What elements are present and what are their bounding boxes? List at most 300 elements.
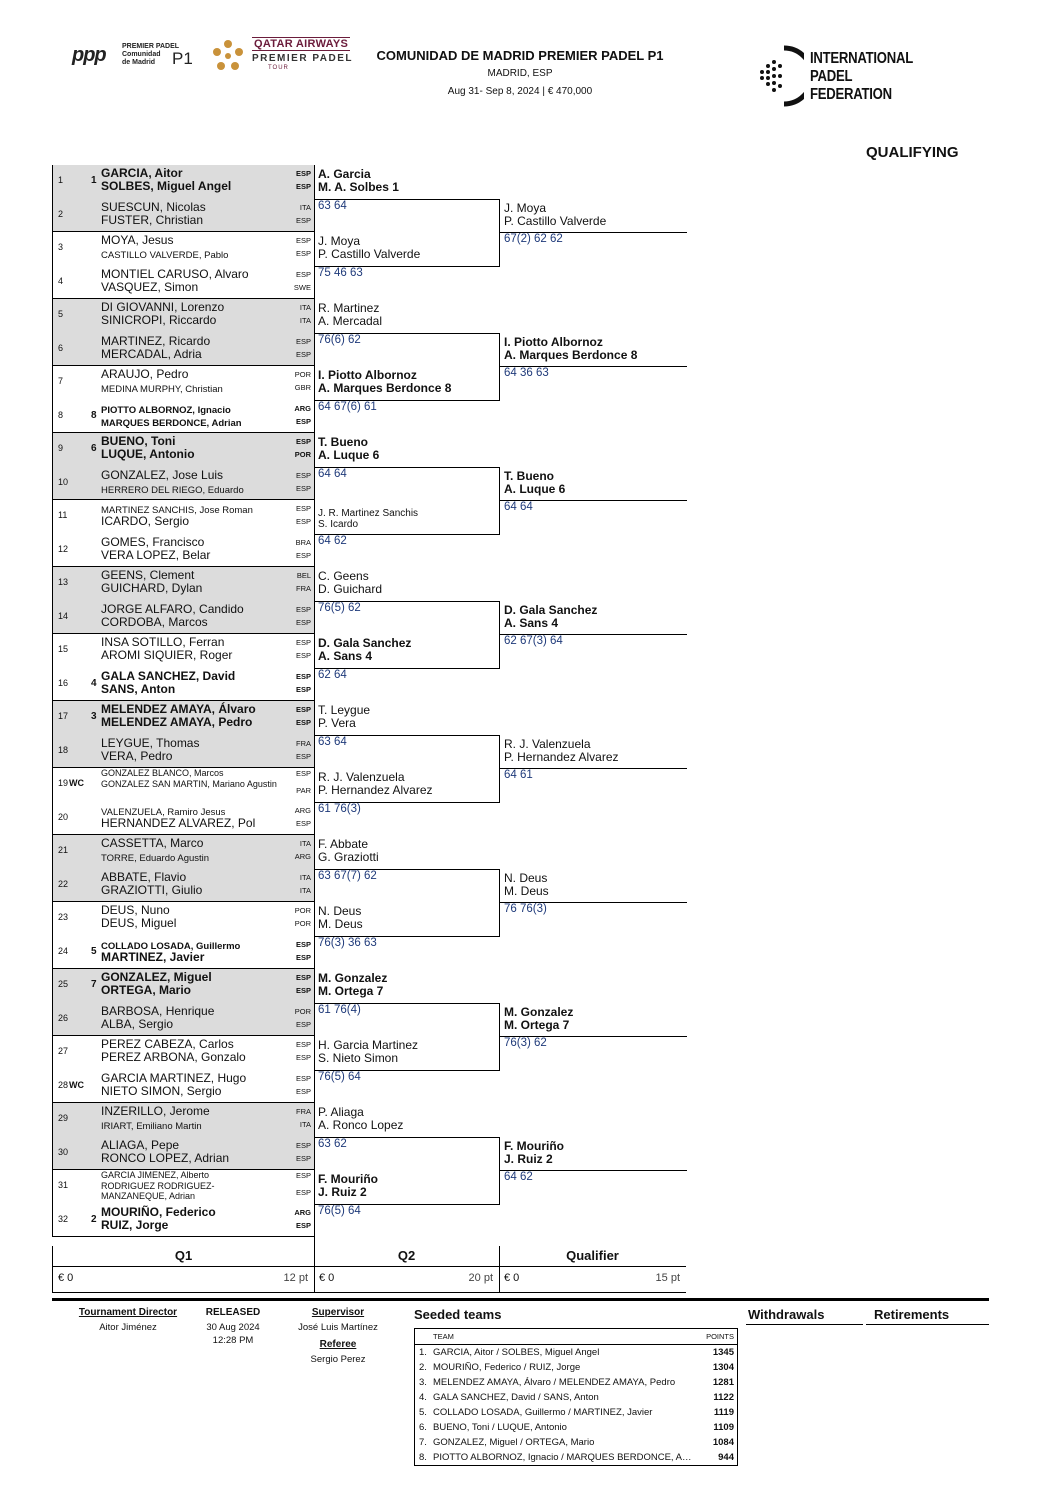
round1-winner-2: A. Luque 6 (318, 448, 380, 462)
entry-row (53, 936, 314, 970)
totals-divider (499, 1246, 500, 1292)
player-2-nation: ESP (295, 483, 311, 493)
round-label-1: Q2 (397, 1248, 416, 1263)
player-2-nation: ESP (295, 1188, 311, 1197)
entry-position: 6 (58, 342, 64, 353)
player-2-name: ORTEGA, Mario (101, 983, 192, 997)
player-1-nation: FRA (296, 1107, 311, 1116)
seeded-team-row (415, 1450, 737, 1465)
entry-position: 27 (58, 1046, 69, 1056)
player-1-name: ARAUJO, Pedro (101, 367, 189, 381)
player-2-name: TORRE, Eduardo Agustin (101, 853, 210, 864)
seed-number: 2 (91, 1213, 97, 1225)
entry-row (53, 735, 314, 769)
entry-position: 13 (58, 577, 69, 587)
round1-score: 63 62 (318, 1137, 347, 1150)
seeded-teams-table (414, 1328, 738, 1466)
entry-position: 1 (58, 175, 64, 185)
round1-winner-1: T. Leygue (318, 703, 371, 717)
seed-number: 5 (91, 945, 97, 957)
player-1-name: COLLADO LOSADA, Guillermo (101, 940, 241, 952)
round1-winner-2: S. Nieto Simon (318, 1051, 399, 1065)
round2-winner-1: D. Gala Sanchez (504, 602, 598, 617)
entry-position: 30 (58, 1146, 69, 1157)
entry-row (53, 768, 314, 802)
round1-score: 76(5) 64 (318, 1204, 361, 1217)
player-2-nation: ARG (294, 852, 311, 861)
seeded-team-points: 1281 (712, 1377, 734, 1388)
round1-score: 64 62 (318, 534, 347, 547)
player-2-nation: ESP (295, 517, 311, 526)
entry-row (53, 634, 314, 668)
entry-position: 16 (58, 677, 69, 688)
round-points-2: 15 pt (655, 1272, 680, 1284)
player-1-nation: FRA (296, 738, 311, 748)
round1-score: 75 46 63 (318, 266, 363, 279)
player-2-nation: ESP (295, 1086, 311, 1096)
player-2-name: HERRERO DEL RIEGO, Eduardo (101, 484, 244, 496)
director-name: Aitor Jiménez (99, 1322, 157, 1333)
entry-position: 9 (58, 443, 64, 453)
retirements-title: Retirements (874, 1307, 950, 1322)
entry-row (53, 400, 314, 434)
entry-position: 8 (58, 409, 64, 420)
player-2-name: SINICROPI, Riccardo (101, 313, 217, 327)
seeded-team-name: COLLADO LOSADA, Guillermo / MARTINEZ, Javier (433, 1407, 653, 1418)
seed-rank: 5. (419, 1407, 427, 1418)
seed-rank: 3. (419, 1377, 427, 1388)
round1-score: 76(5) 64 (318, 1070, 361, 1083)
seed-rank: 7. (419, 1437, 427, 1448)
totals-bottom-line (52, 1292, 686, 1293)
player-1-name: MONTIEL CARUSO, Alvaro (101, 266, 249, 281)
round2-winner-2: P. Castillo Valverde (504, 213, 607, 228)
entries-left-border (52, 165, 53, 1237)
player-2-name: RUIZ, Jorge (101, 1217, 169, 1232)
player-2-nation: ESP (295, 651, 311, 660)
round1-winner-2: A. Marques Berdonce 8 (318, 381, 452, 395)
supervisor-name: José Luis Martínez (298, 1322, 378, 1333)
player-1-name: GONZALEZ, Miguel (101, 970, 212, 984)
round1-winner-2: M. Deus (318, 917, 363, 931)
player-1-name: MELENDEZ AMAYA, Álvaro (101, 702, 256, 716)
player-2-nation: ITA (299, 885, 311, 895)
player-2-nation: ESP (295, 617, 311, 627)
seed-rank: 1. (419, 1347, 427, 1358)
player-1-name: MARTINEZ, Ricardo (101, 333, 211, 348)
round2-winner-1: F. Mouriño (504, 1138, 564, 1153)
round2-winner-2: A. Luque 6 (504, 481, 566, 496)
round2-score: 64 64 (504, 501, 533, 513)
round1-score: 62 64 (318, 668, 347, 681)
player-2-name: GONZALEZ SAN MARTIN, Mariano Agustin (101, 779, 277, 789)
entry-row (53, 1003, 314, 1037)
tournament-title: COMUNIDAD DE MADRID PREMIER PADEL P1 (376, 48, 664, 63)
seed-rank: 6. (419, 1422, 427, 1433)
seeded-team-points: 1119 (713, 1407, 734, 1418)
entry-position: 12 (58, 543, 69, 554)
round-prize-0: € 0 (58, 1272, 74, 1284)
player-1-name: SUESCUN, Nicolas (101, 199, 206, 214)
round2-winner-1: I. Piotto Albornoz (504, 334, 603, 349)
player-2-name: CASTILLO VALVERDE, Pablo (101, 250, 229, 261)
player-1-nation: ARG (294, 1207, 311, 1217)
round1-score: 63 67(7) 62 (318, 869, 377, 882)
round1-winner-2: D. Guichard (318, 582, 383, 596)
player-2-name: VERA, Pedro (101, 748, 173, 763)
round2-winner-2: P. Hernandez Alvarez (504, 749, 619, 764)
round1-winner-1: F. Mouriño (318, 1172, 378, 1186)
player-1-name: PIOTTO ALBORNOZ, Ignacio (101, 404, 231, 416)
player-2-name: SANS, Anton (101, 681, 176, 696)
round1-winner-1: R. J. Valenzuela (318, 770, 405, 784)
round1-score: 63 64 (318, 199, 347, 212)
entry-row (53, 567, 314, 601)
seed-number: 3 (91, 711, 97, 722)
tournament-dates: Aug 31- Sep 8, 2024 | € 470,000 (447, 86, 593, 97)
round1-winner-2: S. Icardo (318, 519, 359, 530)
player-2-name: DEUS, Miguel (101, 916, 177, 930)
round1-winner-1: H. Garcia Martinez (318, 1038, 419, 1052)
round1-winner-1: R. Martinez (318, 301, 380, 315)
entry-row (53, 165, 314, 199)
round-label-2: Qualifier (566, 1248, 619, 1263)
seeded-teams-title: Seeded teams (414, 1307, 502, 1322)
player-1-nation: ITA (299, 839, 311, 848)
round1-winner-2: A. Ronco Lopez (318, 1118, 404, 1132)
tournament-place: MADRID, ESP (487, 68, 553, 79)
entry-row (53, 869, 314, 903)
player-1-name: MOURIÑO, Federico (101, 1204, 216, 1219)
entry-position: 4 (58, 275, 64, 286)
entry-position: 11 (58, 510, 68, 520)
seed-rank: 2. (419, 1362, 427, 1373)
released-time: 12:28 PM (212, 1335, 254, 1346)
round1-winner-1: N. Deus (318, 904, 362, 918)
round2-winner-2: A. Marques Berdonce 8 (504, 347, 638, 362)
player-2-name: NIETO SIMON, Sergio (101, 1083, 222, 1098)
player-2-nation: ITA (299, 316, 311, 325)
player-1-nation: ESP (295, 169, 311, 178)
player-2-nation: ESP (295, 718, 311, 727)
round1-winner-2: P. Hernandez Alvarez (318, 783, 433, 797)
director-label: Tournament Director (78, 1307, 178, 1318)
round2-score: 64 36 63 (504, 367, 549, 379)
entry-position: 14 (58, 610, 69, 621)
entry-position: 29 (58, 1113, 69, 1123)
player-2-name: CORDOBA, Marcos (101, 614, 208, 629)
player-2-name: ALBA, Sergio (101, 1016, 174, 1031)
team-col-header: TEAM (433, 1332, 454, 1341)
player-2-name: GRAZIOTTI, Giulio (101, 882, 203, 897)
entry-position: 26 (58, 1012, 69, 1023)
player-1-nation: ITA (299, 303, 311, 312)
round1-winner-2: P. Vera (318, 716, 356, 730)
round1-winner-1: T. Bueno (318, 435, 368, 449)
round1-winner-2: P. Castillo Valverde (318, 247, 421, 261)
player-2-nation: PAR (296, 786, 311, 795)
player-1-nation: ARG (294, 403, 311, 413)
round1-winner-1: F. Abbate (318, 837, 369, 851)
entry-row (53, 1170, 314, 1204)
entry-position: 22 (58, 878, 69, 889)
entry-position: 10 (58, 476, 69, 487)
player-1-nation: ARG (294, 805, 311, 815)
player-1-name: GOMES, Francisco (101, 534, 205, 549)
referee-label: Referee (319, 1339, 357, 1350)
premier-padel-logo-text: PREMIER PADEL Comunidad de Madrid (122, 43, 180, 66)
entry-position: 31 (58, 1180, 69, 1190)
player-1-nation: ESP (295, 705, 311, 714)
player-2-nation: ESP (295, 215, 311, 225)
sponsor-name: QATAR AIRWAYS (254, 38, 349, 50)
player-1-name: DI GIOVANNI, Lorenzo (101, 300, 225, 314)
player-1-name: ABBATE, Flavio (101, 869, 187, 884)
player-1-name: MARTINEZ SANCHIS, Jose Roman (101, 505, 253, 516)
player-2-nation: ESP (295, 1220, 311, 1230)
player-1-nation: ESP (295, 336, 311, 346)
player-1-name: INSA SOTILLO, Ferran (101, 635, 225, 649)
player-2-nation: ESP (295, 182, 311, 191)
entry-row (53, 366, 314, 400)
player-2-name: MERCADAL, Adria (101, 346, 202, 361)
player-1-nation: ESP (295, 269, 311, 279)
player-1-name: PEREZ CABEZA, Carlos (101, 1037, 234, 1051)
round2-score: 76(3) 62 (504, 1037, 547, 1049)
entry-position: 24 (58, 945, 69, 956)
player-1-nation: ESP (295, 1040, 311, 1049)
entry-position: 2 (58, 208, 64, 219)
round2-score: 76 76(3) (504, 903, 547, 915)
seeded-team-row (415, 1345, 737, 1360)
player-2-name: MEDINA MURPHY, Christian (101, 384, 223, 395)
round2-winner-1: N. Deus (504, 870, 548, 885)
section-title: QUALIFYING (866, 144, 959, 161)
player-1-nation: POR (294, 1006, 311, 1016)
player-2-nation: ESP (295, 550, 311, 560)
round2-score: 64 61 (504, 769, 533, 781)
player-1-nation: ESP (295, 638, 311, 647)
entry-position: 21 (58, 845, 69, 855)
player-1-name: INZERILLO, Jerome (101, 1104, 210, 1118)
p1-label: P1 (172, 49, 193, 68)
round2-winner-1: R. J. Valenzuela (504, 736, 591, 751)
player-1-name: LEYGUE, Thomas (101, 735, 200, 750)
released-date: 30 Aug 2024 (206, 1322, 260, 1333)
round1-winner-2: G. Graziotti (318, 850, 379, 864)
seed-rank: 8. (419, 1452, 427, 1463)
seeded-team-row (415, 1405, 737, 1420)
player-1-nation: ITA (299, 202, 311, 212)
entry-row (53, 333, 314, 367)
round2-winner-2: A. Sans 4 (504, 615, 559, 630)
player-1-name: JORGE ALFARO, Candido (101, 601, 244, 616)
entry-row (53, 835, 314, 869)
round1-winner-1: A. Garcia (318, 167, 371, 181)
wildcard-badge: WC (69, 1079, 84, 1090)
player-2-nation: POR (294, 450, 311, 459)
withdrawals-title: Withdrawals (748, 1307, 825, 1322)
entry-position: 15 (58, 644, 69, 654)
round1-score: 63 64 (318, 735, 347, 748)
player-2-name: MARTINEZ, Javier (101, 949, 205, 964)
entry-position: 23 (58, 912, 69, 922)
player-1-nation: ESP (295, 470, 311, 480)
seed-number: 7 (91, 979, 97, 990)
round1-score: 61 76(3) (318, 802, 361, 815)
player-2-nation: ESP (295, 986, 311, 995)
entry-row (53, 534, 314, 568)
entry-position: 20 (58, 811, 69, 822)
entry-row (53, 199, 314, 233)
player-2-name: IRIART, Emiliano Martin (101, 1121, 202, 1132)
player-2-name: PEREZ ARBONA, Gonzalo (101, 1050, 246, 1064)
round1-winner-2: M. A. Solbes 1 (318, 180, 399, 194)
player-1-name: GARCIA JIMENEZ, Alberto (101, 1170, 210, 1180)
round2-winner-2: M. Deus (504, 883, 549, 898)
round-prize-1: € 0 (319, 1272, 335, 1284)
player-2-nation: ESP (295, 349, 311, 359)
player-1-name: GALA SANCHEZ, David (101, 668, 236, 683)
player-2-name: VERA LOPEZ, Belar (101, 547, 211, 562)
entry-row (53, 433, 314, 467)
seeded-team-name: GONZALEZ, Miguel / ORTEGA, Mario (433, 1437, 595, 1448)
seeded-team-name: MELENDEZ AMAYA, Álvaro / MELENDEZ AMAYA, Pedro (433, 1377, 676, 1388)
player-2-name: ICARDO, Sergio (101, 514, 190, 528)
entry-position: 17 (58, 711, 69, 721)
round1-winner-1: P. Aliaga (318, 1105, 364, 1119)
seeded-team-name: GALA SANCHEZ, David / SANS, Anton (433, 1392, 599, 1403)
round-points-0: 12 pt (283, 1272, 308, 1284)
round2-winner-1: M. Gonzalez (504, 1004, 574, 1019)
seeded-team-points: 944 (718, 1452, 734, 1463)
round1-winner-2: M. Ortega 7 (318, 984, 384, 998)
round2-score: 62 67(3) 64 (504, 635, 563, 647)
player-2-name: RONCO LOPEZ, Adrian (101, 1150, 230, 1165)
player-2-nation: POR (294, 919, 311, 928)
round-points-1: 20 pt (468, 1272, 493, 1284)
player-2-name: VASQUEZ, Simon (101, 279, 199, 294)
player-2-nation: ESP (295, 684, 311, 694)
entry-row (53, 902, 314, 936)
footer-rule (52, 1298, 989, 1301)
points-col-header: POINTS (706, 1332, 734, 1341)
player-1-nation: ESP (295, 604, 311, 614)
round2-winner-2: J. Ruiz 2 (504, 1151, 553, 1166)
seed-rank: 4. (419, 1392, 427, 1403)
entry-row (53, 701, 314, 735)
round2-score: 67(2) 62 62 (504, 233, 563, 245)
seeded-team-row (415, 1435, 737, 1450)
totals-divider (314, 1246, 315, 1292)
player-1-nation: POR (294, 906, 311, 915)
seed-number: 4 (91, 677, 97, 689)
released-label: RELEASED (205, 1307, 261, 1318)
player-2-nation: ESP (295, 1019, 311, 1029)
seed-number: 6 (91, 443, 97, 454)
player-2-name: FUSTER, Christian (101, 212, 204, 227)
seeded-team-points: 1109 (713, 1422, 734, 1433)
player-1-nation: POR (294, 370, 311, 379)
entry-position: 5 (58, 309, 64, 319)
premier-padel-logo-mark: ppp (72, 44, 106, 66)
round1-score: 76(6) 62 (318, 333, 361, 346)
player-2-name: AROMI SIQUIER, Roger (101, 648, 233, 662)
entry-row (53, 1070, 314, 1104)
player-2-nation: SWE (293, 282, 311, 292)
round2-score: 64 62 (504, 1171, 533, 1183)
supervisor-label: Supervisor (311, 1307, 365, 1318)
player-2-nation: ESP (295, 751, 311, 761)
player-1-nation: ESP (295, 1171, 311, 1180)
round-prize-2: € 0 (504, 1272, 520, 1284)
round1-winner-2: J. Ruiz 2 (318, 1185, 367, 1199)
player-2-name: GUICHARD, Dylan (101, 581, 203, 595)
player-1-name: GEENS, Clement (101, 568, 195, 582)
player-1-nation: BRA (295, 537, 311, 547)
player-1-name: CASSETTA, Marco (101, 836, 204, 850)
seeded-team-points: 1345 (712, 1347, 734, 1358)
player-2-nation: ESP (295, 416, 311, 426)
referee-name: Sergio Perez (310, 1354, 366, 1365)
entry-position: 25 (58, 979, 69, 989)
seeded-team-row (415, 1360, 737, 1375)
entries-right-border (314, 165, 315, 1269)
player-1-nation: ITA (299, 872, 311, 882)
entry-row (53, 802, 314, 836)
round1-score: 76(3) 36 63 (318, 936, 377, 949)
player-1-nation: ESP (295, 504, 311, 513)
player-2-name: RODRIGUEZ RODRIGUEZ-MANZANEQUE, Adrian (101, 1181, 215, 1201)
round1-score: 61 76(4) (318, 1003, 361, 1016)
player-2-nation: GBR (294, 383, 311, 392)
player-1-nation: ESP (295, 973, 311, 982)
player-2-name: SOLBES, Miguel Angel (101, 179, 232, 193)
entry-row (53, 601, 314, 635)
entry-row (53, 1204, 314, 1238)
player-1-nation: ESP (295, 769, 311, 778)
round1-winner-1: M. Gonzalez (318, 971, 388, 985)
seeded-team-row (415, 1390, 737, 1405)
player-1-name: ALIAGA, Pepe (101, 1137, 180, 1152)
entry-row (53, 1036, 314, 1070)
federation-name: INTERNATIONAL PADEL FEDERATION (810, 50, 913, 103)
player-2-nation: ESP (295, 1053, 311, 1062)
totals-mid-line (52, 1266, 686, 1267)
seeded-team-points: 1304 (712, 1362, 734, 1373)
seeded-team-row (415, 1420, 737, 1435)
player-2-nation: FRA (296, 584, 311, 593)
player-2-nation: ESP (295, 818, 311, 828)
seeded-team-points: 1122 (713, 1392, 734, 1403)
entry-row (53, 500, 314, 534)
player-1-name: BARBOSA, Henrique (101, 1003, 215, 1018)
fip-logo-icon (756, 44, 804, 108)
player-1-name: BUENO, Toni (101, 434, 176, 448)
entry-row (53, 232, 314, 266)
player-1-name: GARCIA MARTINEZ, Hugo (101, 1070, 247, 1085)
round1-winner-1: I. Piotto Albornoz (318, 368, 417, 382)
round1-winner-1: C. Geens (318, 569, 369, 583)
round-label-0: Q1 (174, 1248, 193, 1263)
player-1-name: GARCIA, Aitor (101, 166, 183, 180)
seeded-team-name: MOURIÑO, Federico / RUIZ, Jorge (433, 1362, 581, 1373)
round2-winner-2: M. Ortega 7 (504, 1017, 570, 1032)
round1-score: 76(5) 62 (318, 601, 361, 614)
player-1-nation: ESP (295, 437, 311, 446)
player-1-nation: BEL (296, 571, 311, 580)
round1-winner-2: A. Sans 4 (318, 649, 373, 663)
